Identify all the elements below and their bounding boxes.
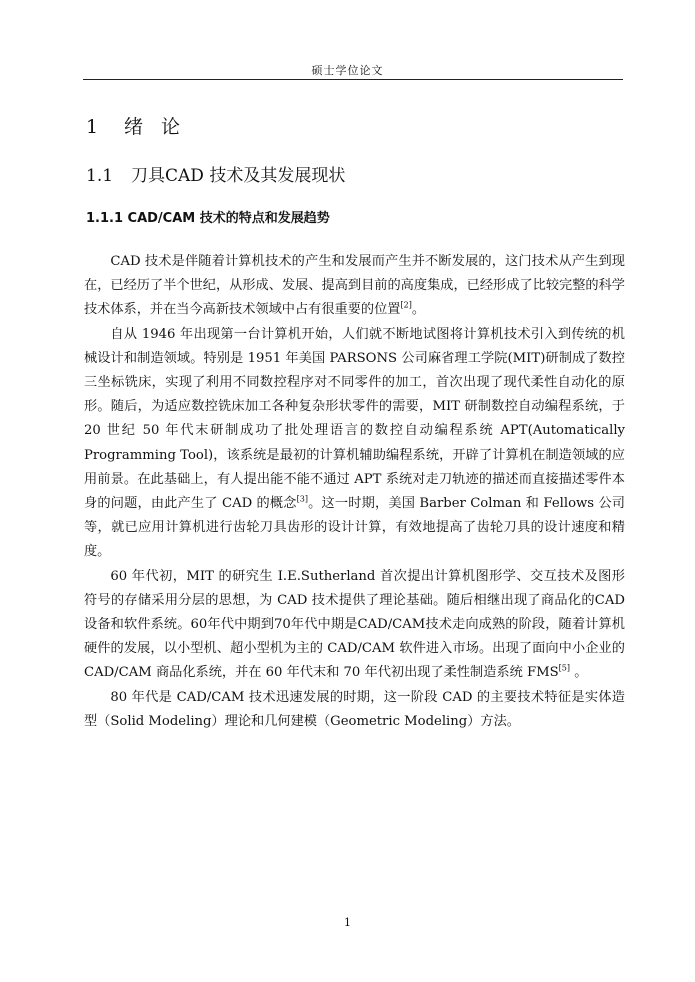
subsection-heading: 1.1.1 CAD/CAM 技术的特点和发展趋势: [86, 211, 330, 226]
page-number: 1: [344, 916, 351, 929]
chapter-title: 绪 论: [124, 116, 187, 138]
section-heading: [86, 161, 345, 186]
citation-ref[interactable]: [2]: [400, 301, 412, 311]
paragraph-tail: 。这一时期，美国 Barber Colman 和 Fellows 公司等，就已应用计算机进行齿轮刀具齿形的设计计算，有效地提高了齿轮刀具的设计速度和精度。: [84, 496, 625, 560]
citation-ref[interactable]: [5]: [558, 664, 570, 674]
section-number: 1.1: [86, 166, 114, 186]
paragraph-tail: 。: [570, 665, 588, 681]
running-header: 硕士学位论文: [311, 64, 384, 77]
paragraph-text: 60 年代初，MIT 的研究生 I.E.Sutherland 首次提出计算机图形学、交互技术及图形符号的存储采用分层的思想，为 CAD 技术提供了理论基础。随后相继出现了商品化的CAD设备和软件系统。60年代中期到70年代中期是CAD/CAM技术走向成熟的阶段，随着计算机硬件的发展，以小型机、超小型机为主的 CAD/CAM 软件进入市场。出现了面向中小企业的 CAD/CAM 商品化系统，并在 60 年代末和 70 年代初出现了柔性制造系统 FMS: [84, 568, 625, 681]
paragraph-4: [84, 686, 625, 734]
paragraph-text: 80 年代是 CAD/CAM 技术迅速发展的时期，这一阶段 CAD 的主要技术特征是实体造型（Solid Modeling）理论和几何建模（Geometric Modeling）方法。: [84, 689, 625, 729]
chapter-heading: [86, 112, 186, 139]
section-title: 刀具CAD 技术及其发展现状: [131, 166, 346, 186]
paragraph-text: 自从 1946 年出现第一台计算机开始，人们就不断地试图将计算机技术引入到传统的机械设计和制造领域。特别是 1951 年美国 PARSONS 公司麻省理工学院(MIT)研制成了数控三坐标铣床，实现了利用不同数控程序对不同零件的加工，首次出现了现代柔性自动化的原形。随后，为适应数控铣床加工各种复杂形状零件的需要，MIT 研制数控自动编程系统，于 20 世纪 50 年代末研制成功了批处理语言的数控自动编程系统 APT(Automatically Programming Tool)，该系统是最初的计算机辅助编程系统，开辟了计算机在制造领域的应用前景。在此基础上，有人提出能不能不通过 APT 系统对走刀轨迹的描述而直接描述零件本身的问题，由此产生了 CAD 的概念: [84, 326, 625, 512]
body-text: [84, 250, 625, 734]
header-rule: [83, 79, 623, 80]
paragraph-2: [84, 323, 625, 565]
paragraph-text: CAD 技术是伴随着计算机技术的产生和发展而产生并不断发展的，这门技术从产生到现在，已经历了半个世纪，从形成、发展、提高到目前的高度集成，已经形成了比较完整的科学技术体系，并在当今高新技术领域中占有很重要的位置: [84, 254, 625, 318]
paragraph-1: [84, 250, 625, 323]
paragraph-3: [84, 565, 625, 686]
paragraph-tail: 。: [411, 302, 426, 318]
chapter-number: 1: [86, 116, 99, 138]
citation-ref[interactable]: [3]: [296, 494, 308, 504]
